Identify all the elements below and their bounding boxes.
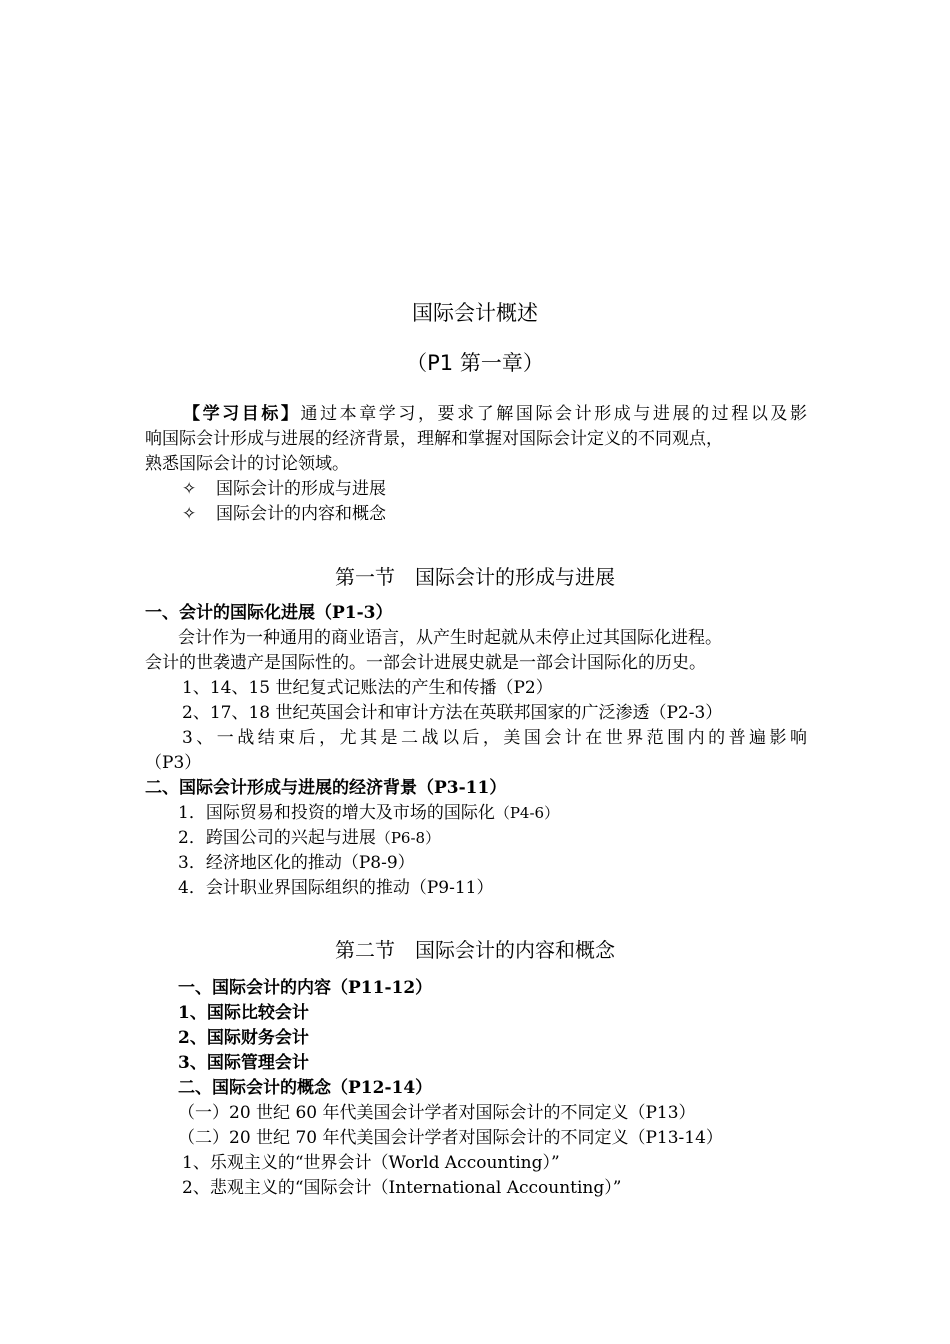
bullet-text: 国际会计的内容和概念 xyxy=(216,504,386,524)
background-item-1 xyxy=(178,801,559,825)
section-1-item-1: 1、14、15 世纪复式记账法的产生和传播（P2） xyxy=(182,678,553,698)
diamond-bullet-icon: ✧ xyxy=(182,504,197,524)
objective-text-1: 通过本章学习，要求了解国际会计形成与进展的过程以及影 xyxy=(300,404,807,424)
section-2-heading: 第二节 国际会计的内容和概念 xyxy=(335,938,615,962)
section-1-item-3-ref: （P3） xyxy=(145,753,202,773)
bullet-text: 国际会计的形成与进展 xyxy=(216,479,386,499)
diamond-bullet-icon: ✧ xyxy=(182,479,197,499)
objective-line-3: 熟悉国际会计的讨论领域。 xyxy=(145,454,349,474)
section-1-item-3: 3、一战结束后，尤其是二战以后，美国会计在世界范围内的普遍影响 xyxy=(182,728,807,748)
objective-line-1 xyxy=(145,402,807,426)
section-1-heading: 第一节 国际会计的形成与进展 xyxy=(335,565,615,589)
background-item-ref: （P4-6） xyxy=(494,804,560,822)
concept-sub-2: （二）20 世纪 70 年代美国会计学者对国际会计的不同定义（P13-14） xyxy=(178,1128,723,1148)
concept-view-1: 1、乐观主义的“世界会计（World Accounting）” xyxy=(182,1153,560,1173)
section-1-para-1: 会计作为一种通用的商业语言，从产生时起就从未停止过其国际化进程。 xyxy=(178,628,722,648)
content-item-3: 3、国际管理会计 xyxy=(178,1053,309,1073)
objective-bullet-1 xyxy=(182,477,386,501)
objective-bullet-2 xyxy=(182,502,386,526)
section-1-part-2-heading: 二、国际会计形成与进展的经济背景（P3-11） xyxy=(145,778,507,798)
section-1-para-2: 会计的世袭遗产是国际性的。一部会计进展史就是一部会计国际化的历史。 xyxy=(145,653,706,673)
section-2-part-1-heading: 一、国际会计的内容（P11-12） xyxy=(178,978,433,998)
section-2-part-2-heading: 二、国际会计的概念（P12-14） xyxy=(178,1078,433,1098)
background-item-ref: （P6-8） xyxy=(375,829,441,847)
objective-line-2: 响国际会计形成与进展的经济背景，理解和掌握对国际会计定义的不同观点， xyxy=(145,429,723,449)
background-item-text: 1．国际贸易和投资的增大及市场的国际化 xyxy=(178,803,495,823)
background-item-3: 3．经济地区化的推动（P8-9） xyxy=(178,853,415,873)
content-item-2: 2、国际财务会计 xyxy=(178,1028,309,1048)
background-item-2 xyxy=(178,826,440,850)
background-item-4: 4．会计职业界国际组织的推动（P9-11） xyxy=(178,878,494,898)
concept-sub-1: （一）20 世纪 60 年代美国会计学者对国际会计的不同定义（P13） xyxy=(178,1103,696,1123)
section-1-item-2: 2、17、18 世纪英国会计和审计方法在英联邦国家的广泛渗透（P2-3） xyxy=(182,703,723,723)
background-item-text: 2．跨国公司的兴起与进展 xyxy=(178,828,376,848)
concept-view-2: 2、悲观主义的“国际会计（International Accounting）” xyxy=(182,1178,622,1198)
section-1-part-1-heading: 一、会计的国际化进展（P1-3） xyxy=(145,603,393,623)
objective-label: 【学习目标】 xyxy=(183,404,301,424)
content-item-1: 1、国际比较会计 xyxy=(178,1003,309,1023)
chapter-subtitle: （P1 第一章） xyxy=(406,351,544,375)
document-title: 国际会计概述 xyxy=(412,301,538,325)
